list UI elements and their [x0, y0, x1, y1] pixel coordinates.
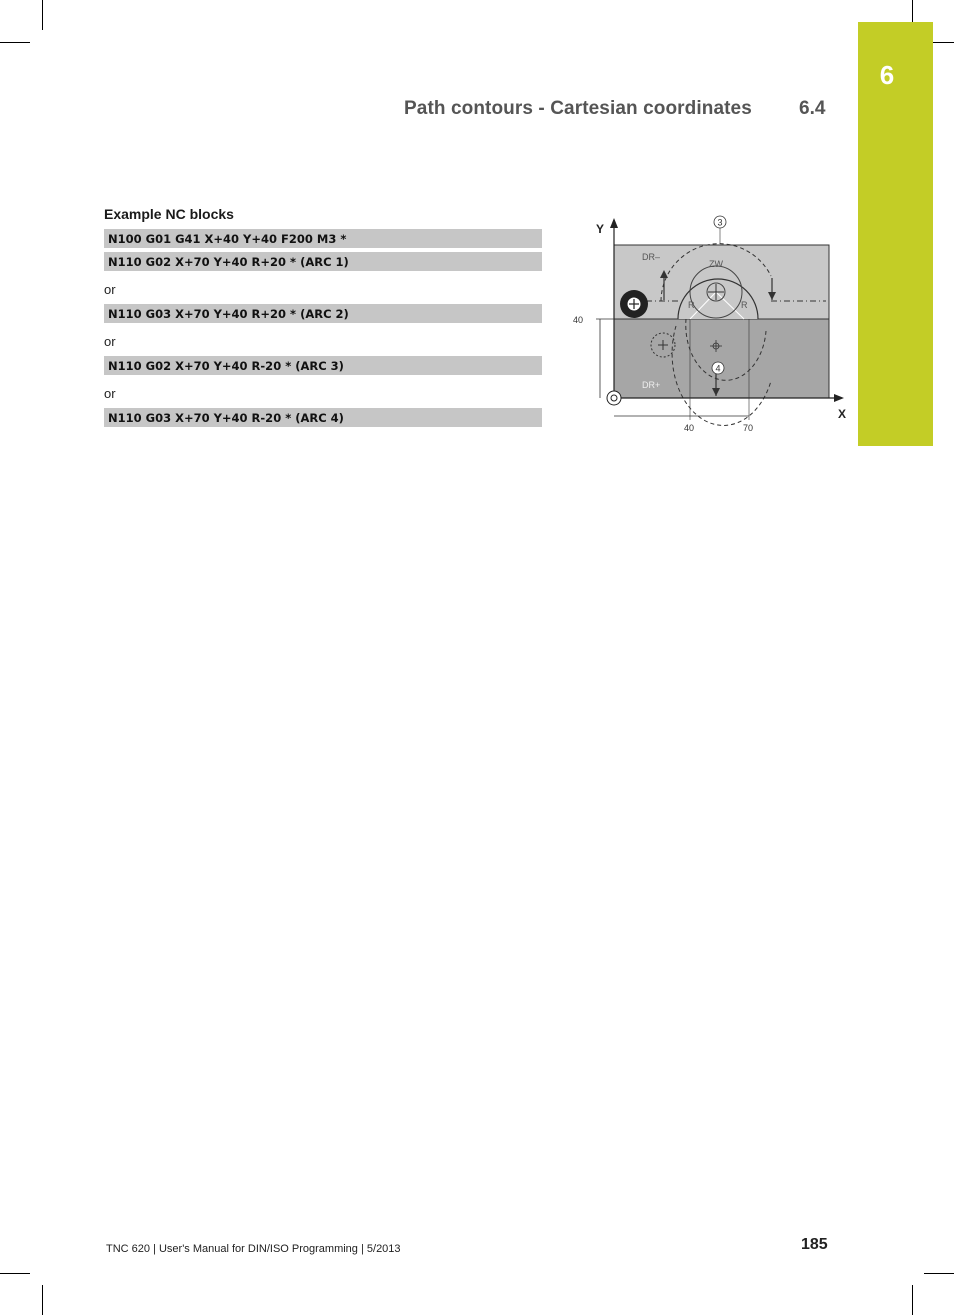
crop-mark [0, 1273, 30, 1274]
svg-text:3: 3 [717, 217, 723, 228]
r-left-label: R [688, 300, 695, 310]
nc-block: N110 G02 X+70 Y+40 R+20 * (ARC 1) [104, 252, 542, 272]
zw-label: ZW [709, 259, 723, 269]
svg-text:4: 4 [715, 363, 721, 374]
y-axis-label: Y [596, 222, 605, 236]
example-heading: Example NC blocks [104, 206, 234, 222]
arc-figure [566, 206, 851, 441]
page-title: Path contours - Cartesian coordinates [404, 98, 752, 119]
chapter-number: 6 [879, 60, 895, 90]
chapter-tab [858, 22, 933, 446]
x-axis-label: X [838, 407, 847, 421]
or-separator: or [104, 386, 116, 401]
crop-mark [924, 1273, 954, 1274]
crop-mark [42, 0, 43, 30]
dim-40-x: 40 [684, 423, 695, 433]
or-separator: or [104, 334, 116, 349]
nc-block: N110 G02 X+70 Y+40 R-20 * (ARC 3) [104, 356, 542, 376]
nc-block: N100 G01 G41 X+40 Y+40 F200 M3 * [104, 229, 542, 249]
footer-text: TNC 620 | User's Manual for DIN/ISO Programming | 5/2013 [106, 1243, 401, 1255]
section-number: 6.4 [799, 98, 826, 119]
dim-40-y: 40 [573, 315, 584, 325]
nc-block: N110 G03 X+70 Y+40 R+20 * (ARC 2) [104, 304, 542, 324]
page-number: 185 [801, 1236, 828, 1253]
or-separator: or [104, 282, 116, 297]
crop-mark [0, 42, 30, 43]
nc-block: N110 G03 X+70 Y+40 R-20 * (ARC 4) [104, 408, 542, 428]
dr-minus-label: DR– [642, 252, 661, 262]
crop-mark [912, 1285, 913, 1315]
crop-mark [42, 1285, 43, 1315]
arc-diagram [566, 206, 851, 436]
r-right-label: R [741, 300, 748, 310]
dr-plus-label: DR+ [642, 380, 661, 390]
dim-70-x: 70 [743, 423, 754, 433]
